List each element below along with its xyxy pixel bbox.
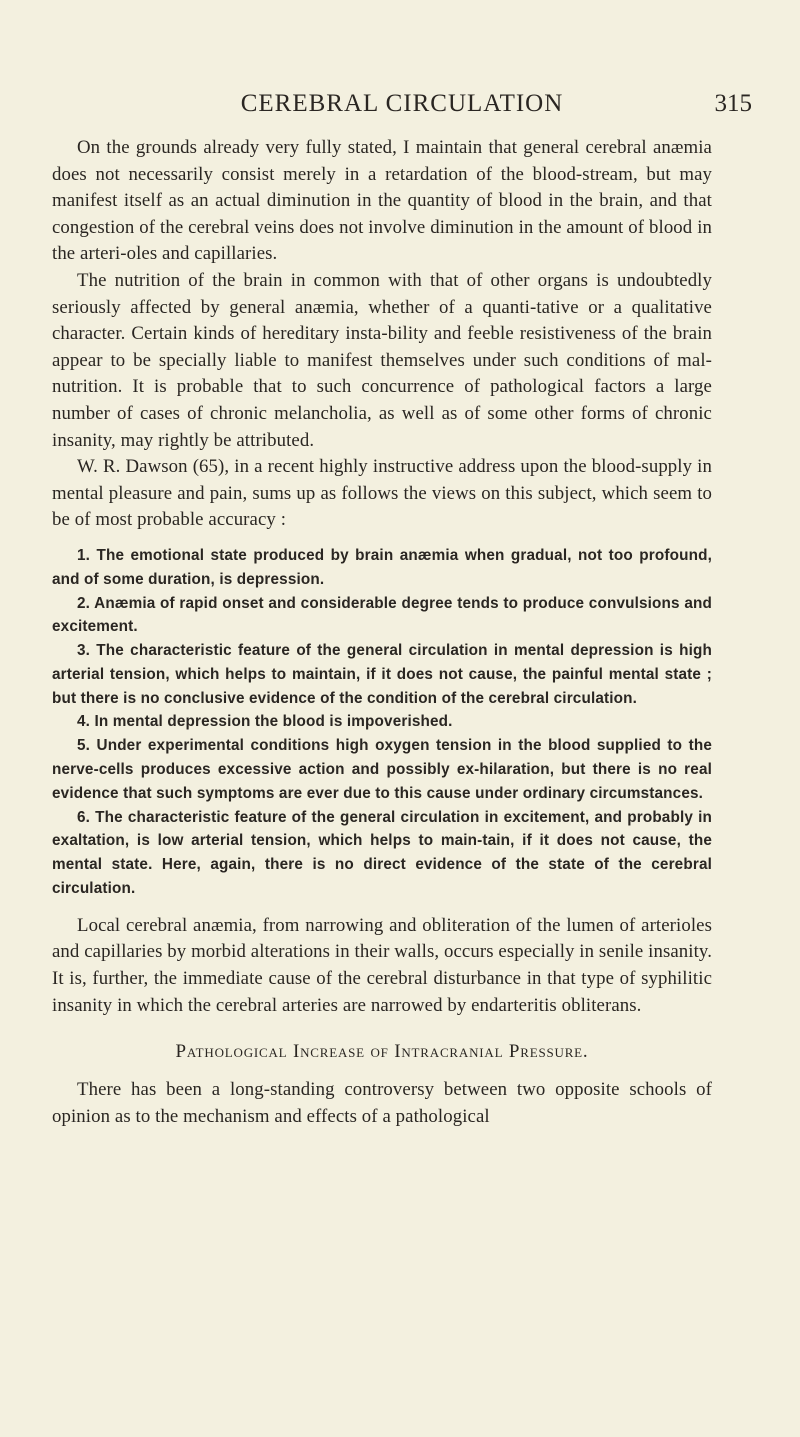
page-number: 315 xyxy=(714,90,752,117)
paragraph-dawson: W. R. Dawson (65), in a recent highly instructive address upon the blood-supply in mental pleasure and pain, sums up as follows the views on this subject, which seem to be of most probable accuracy : xyxy=(52,456,712,531)
section-heading: Pathological Increase of Intracranial Pressure. xyxy=(175,1041,589,1063)
paragraph-nutrition: The nutrition of the brain in common with that of other organs is undoubtedly seriously affected by general anæmia, whether of a quanti-tative or a qualitative character. Certain kinds of hereditary insta-bility and feeble resistiveness of the brain appear to be specially liable to manifest themselves under such conditions of mal-nutrition. It is probable that to such concurrence of pathological factors a large number of cases of chronic melancholia, as well as of some other forms of chronic insanity, may rightly be attributed. xyxy=(52,269,712,451)
dawson-summary-list xyxy=(52,544,712,901)
running-head xyxy=(52,90,752,120)
list-item: 3. The characteristic feature of the general circulation in mental depression is high arterial tension, which helps to maintain, if it does not cause, the painful mental state ; but there is no conclusive evidence of the condition of the cerebral circulation. xyxy=(52,642,712,707)
body-text xyxy=(52,135,712,1130)
paragraph-controversy: There has been a long-standing controversy between two opposite schools of opinion as to the mechanism and effects of a pathological xyxy=(52,1079,712,1127)
paragraph-cerebral-anaemia: On the grounds already very fully stated, I maintain that general cerebral anæmia does not necessarily consist merely in a retardation of the blood-stream, but may manifest itself as an actual diminution in the quantity of blood in the brain, and that congestion of the cerebral veins does not involve diminution in the amount of blood in the arteri-oles and capillaries. xyxy=(52,137,712,265)
list-item: 6. The characteristic feature of the general circulation in excitement, and probably in exaltation, is low arterial tension, which helps to main-tain, if it does not cause, the mental state. Here, again, there is no direct evidence of the state of the cerebral circulation. xyxy=(52,808,712,898)
list-item: 1. The emotional state produced by brain anæmia when gradual, not too profound, and of some duration, is depression. xyxy=(52,546,712,588)
list-item: 5. Under experimental conditions high oxygen tension in the blood supplied to the nerve-cells produces excessive action and possibly ex-hilaration, but there is no real evidence that such symptoms are ever due to this cause under ordinary circumstances. xyxy=(52,737,712,802)
paragraph-local-anaemia: Local cerebral anæmia, from narrowing and obliteration of the lumen of arterioles and capillaries by morbid alterations in their walls, occurs especially in senile insanity. It is, further, the immediate cause of the cerebral disturbance in that type of syphilitic insanity in which the cerebral arteries are narrowed by endarteritis obliterans. xyxy=(52,914,712,1016)
running-head-title: CEREBRAL CIRCULATION xyxy=(240,90,564,117)
list-item: 2. Anæmia of rapid onset and considerable degree tends to produce convulsions and excitement. xyxy=(52,594,712,636)
list-item: 4. In mental depression the blood is impoverished. xyxy=(77,713,453,731)
